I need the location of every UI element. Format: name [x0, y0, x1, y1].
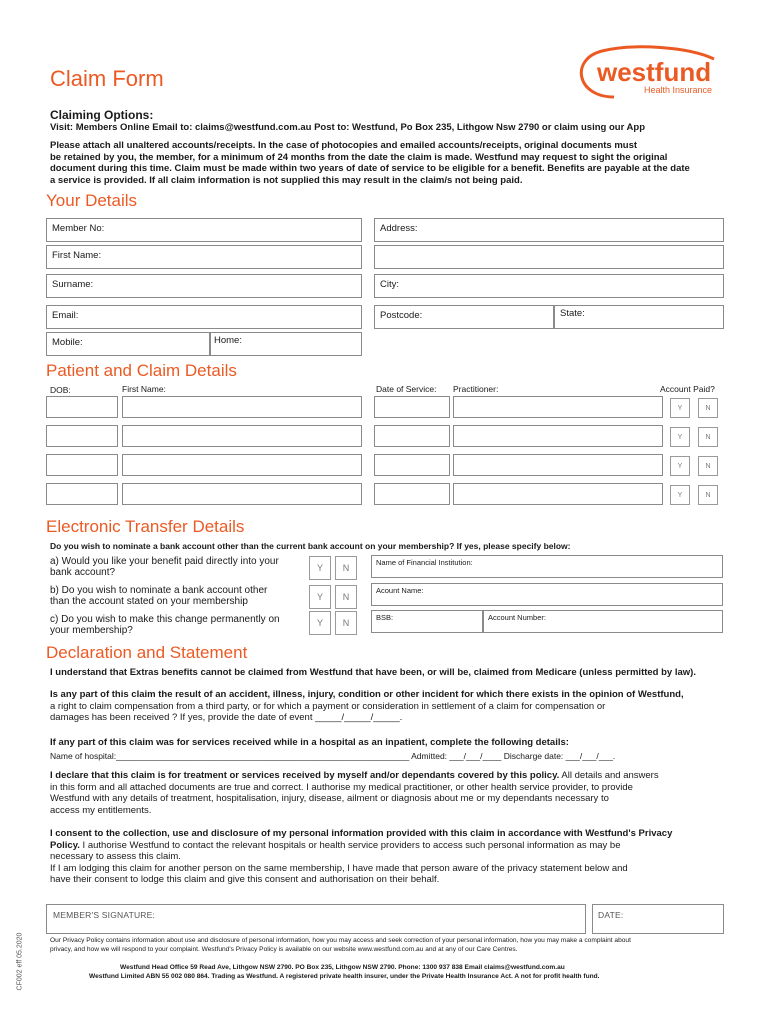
eft-a-yes[interactable]: Y	[309, 556, 331, 580]
field-label: Member No:	[52, 223, 105, 234]
surname-field[interactable]	[46, 274, 362, 298]
eft-question: Do you wish to nominate a bank account other than the current bank account on your membership? If yes, please specify below:	[50, 541, 571, 551]
account-paid-no[interactable]: N	[698, 485, 718, 505]
eft-question-b	[50, 585, 267, 607]
claiming-options-title: Claiming Options:	[50, 108, 154, 122]
declaration-treatment	[50, 770, 659, 816]
eft-c-no[interactable]: N	[335, 611, 357, 635]
paragraph-line: a right to claim compensation from a third party, or for which a payment or consideration in settlement of a claim for compensation or	[50, 700, 606, 712]
address-field[interactable]	[374, 218, 724, 242]
home-phone-field[interactable]	[210, 332, 362, 356]
practitioner-input[interactable]	[453, 425, 663, 447]
financial-institution-field[interactable]	[371, 555, 723, 578]
field-label: DATE:	[598, 910, 624, 920]
dob-input[interactable]	[46, 454, 118, 476]
your-details-title: Your Details	[46, 191, 138, 210]
head-office-line: Westfund Head Office 59 Read Ave, Lithgow NSW 2790. PO Box 235, Lithgow NSW 2790. Phone: 1300 937 838 Email claims@westfund.com.au	[120, 964, 565, 971]
date-of-service-input[interactable]	[374, 425, 450, 447]
intro-text	[50, 140, 730, 186]
paragraph-rest: I authorise Westfund to contact the relevant hospitals or health service providers to access such personal information as may be	[79, 839, 621, 851]
abn-line: Westfund Limited ABN 55 002 080 864. Trading as Westfund. A registered private health insurer, under the Private Health Insurance Act. A not for profit health fund.	[89, 973, 600, 980]
question-line: than the account stated on your membership	[50, 596, 248, 607]
patient-name-input[interactable]	[122, 425, 362, 447]
mobile-field[interactable]	[46, 332, 210, 356]
page-title: Claim Form	[50, 66, 164, 91]
declaration-privacy-consent	[50, 828, 672, 886]
eft-a-no[interactable]: N	[335, 556, 357, 580]
privacy-notice	[50, 937, 730, 954]
date-of-service-input[interactable]	[374, 483, 450, 505]
paragraph-line: access my entitlements.	[50, 804, 152, 816]
practitioner-input[interactable]	[453, 454, 663, 476]
account-paid-yes[interactable]: Y	[670, 427, 690, 447]
paragraph-bold-part: I declare that this claim is for treatment or services received by myself and/or dependants covered by this policy.	[50, 770, 560, 781]
field-label: Name of Financial Institution:	[376, 558, 473, 567]
paragraph-line: Is any part of this claim the result of an accident, illness, injury, condition or other incident for which there exists in the opinion of Westfund,	[50, 689, 684, 700]
field-label: Home:	[214, 335, 242, 346]
field-label: Email:	[52, 310, 79, 321]
paragraph-line: have their consent to lodge this claim and give this consent and authorisation on their behalf.	[50, 874, 440, 885]
date-of-service-header: Date of Service:	[376, 384, 437, 394]
date-of-service-input[interactable]	[374, 454, 450, 476]
intro-line: a service is provided. If all claim information is not supplied this may result in the claim/s not being paid.	[50, 174, 523, 186]
westfund-logo	[574, 45, 724, 105]
paragraph-line: I consent to the collection, use and disclosure of my personal information provided with this claim in accordance with Westfund's Privacy	[50, 828, 673, 839]
field-label: Address:	[380, 223, 418, 234]
eft-question-c	[50, 614, 280, 636]
question-line: your membership?	[50, 625, 133, 636]
account-number-field[interactable]	[483, 610, 723, 633]
city-field[interactable]	[374, 274, 724, 298]
patient-name-input[interactable]	[122, 396, 362, 418]
question-line: c) Do you wish to make this change permanently on	[50, 614, 280, 625]
claiming-options-line: Visit: Members Online Email to: claims@westfund.com.au Post to: Westfund, Po Box 235, Lithgow Nsw 2790 or claim using our App	[50, 122, 646, 133]
dob-header: DOB:	[50, 385, 71, 395]
field-label: MEMBER'S SIGNATURE:	[53, 910, 156, 920]
eft-title: Electronic Transfer Details	[46, 517, 245, 536]
practitioner-input[interactable]	[453, 396, 663, 418]
account-paid-header: Account Paid?	[660, 384, 715, 394]
paragraph-line: necessary to assess this claim.	[50, 851, 181, 862]
address-field-line2[interactable]	[374, 245, 724, 269]
practitioner-input[interactable]	[453, 483, 663, 505]
field-label: First Name:	[52, 250, 102, 261]
logo-subtitle: Health Insurance	[644, 85, 713, 95]
practitioner-header: Practitioner:	[453, 384, 499, 394]
dob-input[interactable]	[46, 396, 118, 418]
question-line: a) Would you like your benefit paid directly into your	[50, 556, 279, 567]
field-label: Account Number:	[488, 613, 546, 622]
field-label: Mobile:	[52, 337, 83, 348]
field-label: BSB:	[376, 613, 394, 622]
field-label: Acount Name:	[376, 586, 424, 595]
email-field[interactable]	[46, 305, 362, 329]
member-no-field[interactable]	[46, 218, 362, 242]
postcode-field[interactable]	[374, 305, 554, 329]
account-paid-no[interactable]: N	[698, 456, 718, 476]
paragraph-line: damages has been received ? If yes, provide the date of event _____/_____/_____.	[50, 712, 403, 723]
notice-line: Our Privacy Policy contains information about use and disclosure of personal information, how you may access and seek correction of your personal information, how you may make a complaint about	[50, 937, 631, 944]
account-paid-yes[interactable]: Y	[670, 456, 690, 476]
eft-c-yes[interactable]: Y	[309, 611, 331, 635]
declaration-title: Declaration and Statement	[46, 643, 248, 662]
form-code: CF002 eff 05.2020	[16, 932, 24, 991]
account-paid-no[interactable]: N	[698, 427, 718, 447]
intro-line: Please attach all unaltered accounts/receipts. In the case of photocopies and emailed accounts/receipts, original documents must	[50, 140, 638, 151]
field-label: Postcode:	[380, 310, 423, 321]
field-label: State:	[560, 308, 585, 319]
member-signature-field[interactable]	[46, 904, 586, 934]
declaration-hospital-heading: If any part of this claim was for services received while in a hospital as an inpatient, complete the following details:	[50, 737, 569, 748]
patient-name-input[interactable]	[122, 454, 362, 476]
first-name-field[interactable]	[46, 245, 362, 269]
paragraph-line: in this form and all attached documents are true and correct. I authorise my medical practitioner, or other health service provider, to provide	[50, 781, 633, 793]
question-line: bank account?	[50, 567, 116, 578]
field-label: City:	[380, 279, 399, 290]
declaration-compensation	[50, 689, 684, 724]
patient-first-name-header: First Name:	[122, 384, 166, 394]
date-of-service-input[interactable]	[374, 396, 450, 418]
intro-line: be retained by you, the member, for a minimum of 24 months from the date the claim is made. Westfund may request to sight the original	[50, 151, 668, 163]
account-name-field[interactable]	[371, 583, 723, 606]
patient-details-title: Patient and Claim Details	[46, 361, 237, 380]
hospital-details-line[interactable]: Name of hospital:______________________________________________________________ Admitted: ___/___/____ Discharge date: ___/___/___.	[50, 751, 616, 761]
paragraph-bold-part: Policy.	[50, 839, 80, 851]
intro-line: document during this time. Claim must be made within two years of date of service to be eligible for a benefit. Benefits are payable at the date	[50, 163, 690, 174]
paragraph-line: If I am lodging this claim for another person on the same membership, I have made that person aware of the privacy statement below and	[50, 862, 628, 874]
notice-line: privacy, and how we will respond to your complaint. Westfund's Privacy Policy is available on our website www.westfund.com.au and at any of our Care Centres.	[50, 945, 518, 953]
dob-input[interactable]	[46, 425, 118, 447]
patient-name-input[interactable]	[122, 483, 362, 505]
eft-b-no[interactable]: N	[335, 585, 357, 609]
account-paid-yes[interactable]: Y	[670, 398, 690, 418]
paragraph-rest: All details and answers	[559, 770, 659, 781]
eft-b-yes[interactable]: Y	[309, 585, 331, 609]
eft-question-a	[50, 556, 279, 578]
declaration-medicare: I understand that Extras benefits cannot be claimed from Westfund that have been, or will be, claimed from Medicare (unless permitted by law).	[50, 667, 696, 678]
paragraph-line	[50, 840, 672, 852]
paragraph-line: Westfund with any details of treatment, hospitalisation, injury, disease, ailment or diagnosis about me or my dependants necessary to	[50, 793, 609, 804]
bsb-field[interactable]	[371, 610, 483, 633]
account-paid-no[interactable]: N	[698, 398, 718, 418]
field-label: Surname:	[52, 279, 94, 290]
dob-input[interactable]	[46, 483, 118, 505]
question-line: b) Do you wish to nominate a bank account other	[50, 585, 268, 596]
account-paid-yes[interactable]: Y	[670, 485, 690, 505]
logo-name: westfund	[597, 57, 712, 87]
state-field[interactable]	[554, 305, 724, 329]
signature-date-field[interactable]	[592, 904, 724, 934]
paragraph-line	[50, 770, 659, 782]
